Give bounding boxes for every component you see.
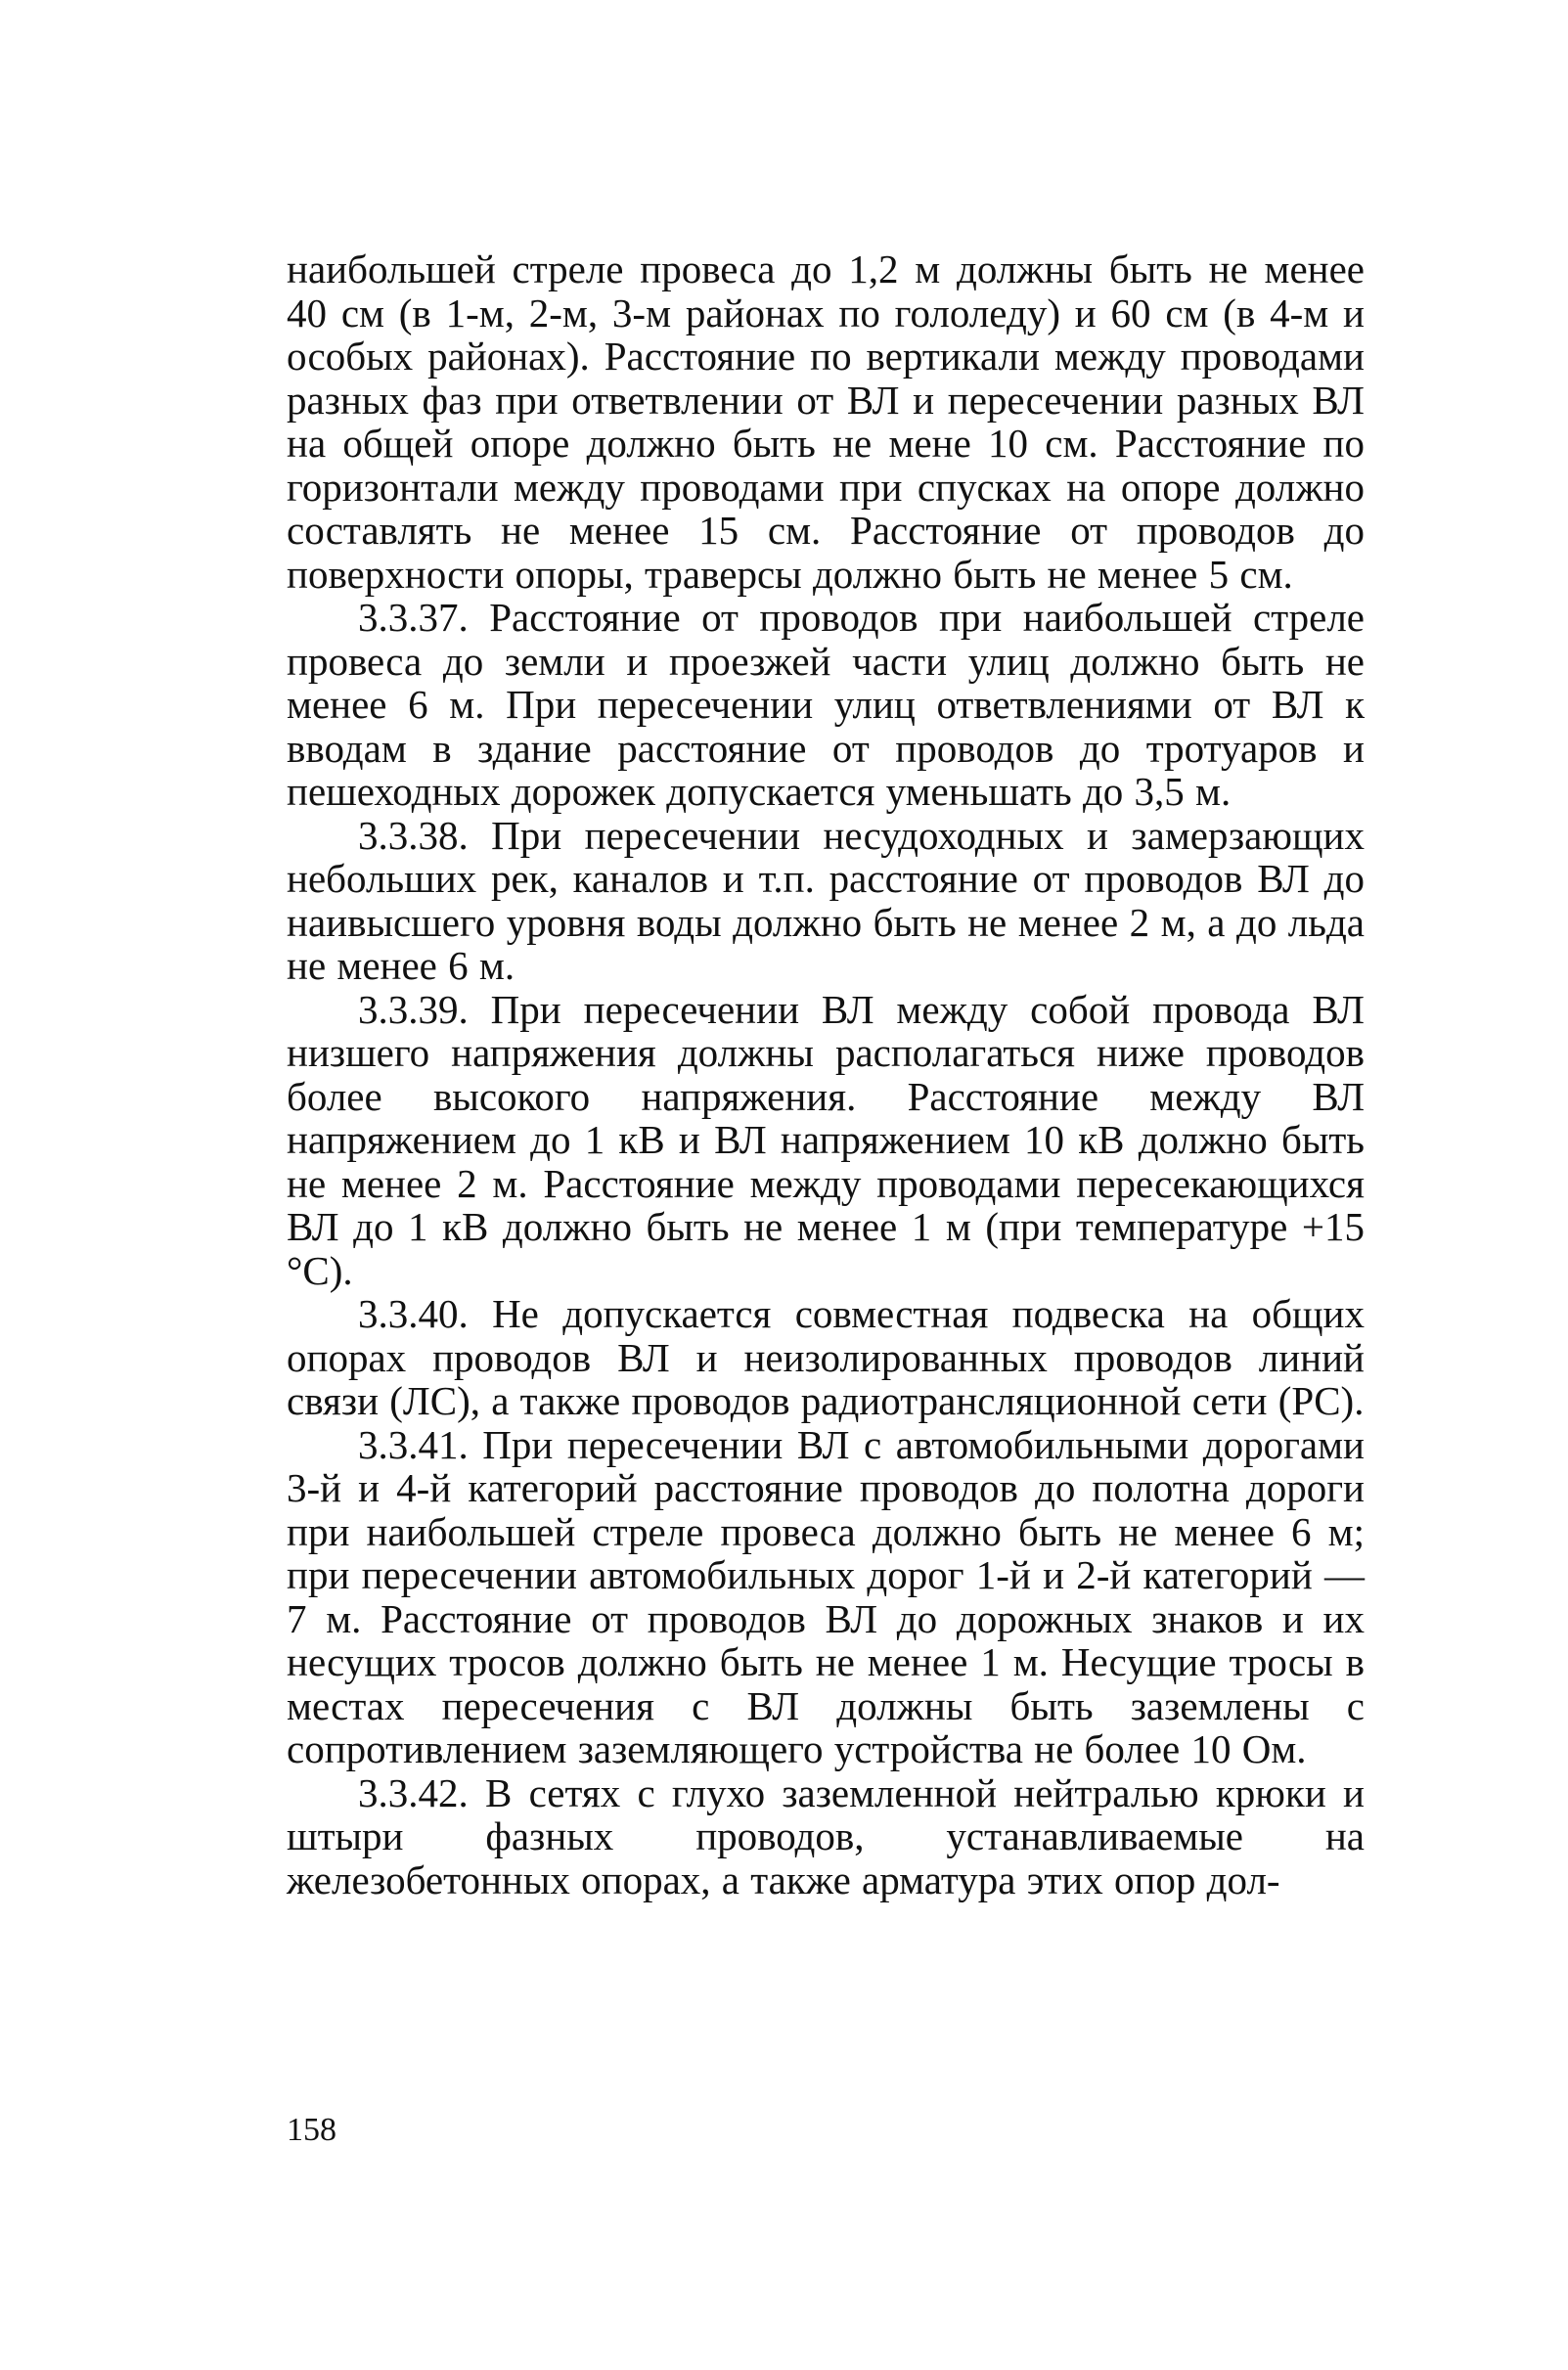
paragraph-3-3-42: 3.3.42. В сетях с глухо заземленной нейтралью крюки и штыри фазных проводов, устанавливаемые на железобетонных опорах, а также арматура этих опор дол-	[287, 1769, 1365, 1902]
paragraph-3-3-41: 3.3.41. При пересечении ВЛ с автомобильными дорогами 3-й и 4-й категорий расстояние проводов до полотна дороги при наибольшей стреле провеса должно быть не менее 6 м; при пересечении автомобильных дорог 1-й и 2-й категорий — 7 м. Расстояние от проводов ВЛ до дорожных знаков и их несущих тросов должно быть не менее 1 м. Несущие тросы в местах пересечения с ВЛ должны быть заземлены с сопротивлением заземляющего устройства не более 10 Ом.	[287, 1421, 1365, 1771]
paragraph-3-3-39: 3.3.39. При пересечении ВЛ между собой провода ВЛ низшего напряжения должны располагаться ниже проводов более высокого напряжения. Расстояние между ВЛ напряжением до 1 кВ и ВЛ напряжением 10 кВ должно быть не менее 2 м. Расстояние между проводами пересекающихся ВЛ до 1 кВ должно быть не менее 1 м (при температуре +15 °С).	[287, 986, 1365, 1293]
page-number: 158	[287, 2112, 336, 2148]
paragraph-3-3-38: 3.3.38. При пересечении несудоходных и замерзающих небольших рек, каналов и т.п. расстояние от проводов ВЛ до наивысшего уровня воды должно быть не менее 2 м, а до льда не менее 6 м.	[287, 812, 1365, 988]
paragraph-3-3-40: 3.3.40. Не допускается совместная подвеска на общих опорах проводов ВЛ и неизолированных проводов линий связи (ЛС), а также проводов радиотрансляционной сети (PC).	[287, 1291, 1365, 1423]
body-text	[287, 247, 1365, 1901]
paragraph-continuation: наибольшей стреле провеса до 1,2 м должны быть не менее 40 см (в 1-м, 2-м, 3-м районах по гололеду) и 60 см (в 4-м и особых районах). Расстояние по вертикали между проводами разных фаз при ответвлении от ВЛ и пересечении разных ВЛ на общей опоре должно быть не мене 10 см. Расстояние по горизонтали между проводами при спусках на опоре должно составлять не менее 15 см. Расстояние от проводов до поверхности опоры, траверсы должно быть не менее 5 см.	[287, 246, 1365, 597]
paragraph-3-3-37: 3.3.37. Расстояние от проводов при наибольшей стреле провеса до земли и проезжей части улиц должно быть не менее 6 м. При пересечении улиц ответвлениями от ВЛ к вводам в здание расстояние от проводов до тротуаров и пешеходных дорожек допускается уменьшать до 3,5 м.	[287, 595, 1365, 814]
